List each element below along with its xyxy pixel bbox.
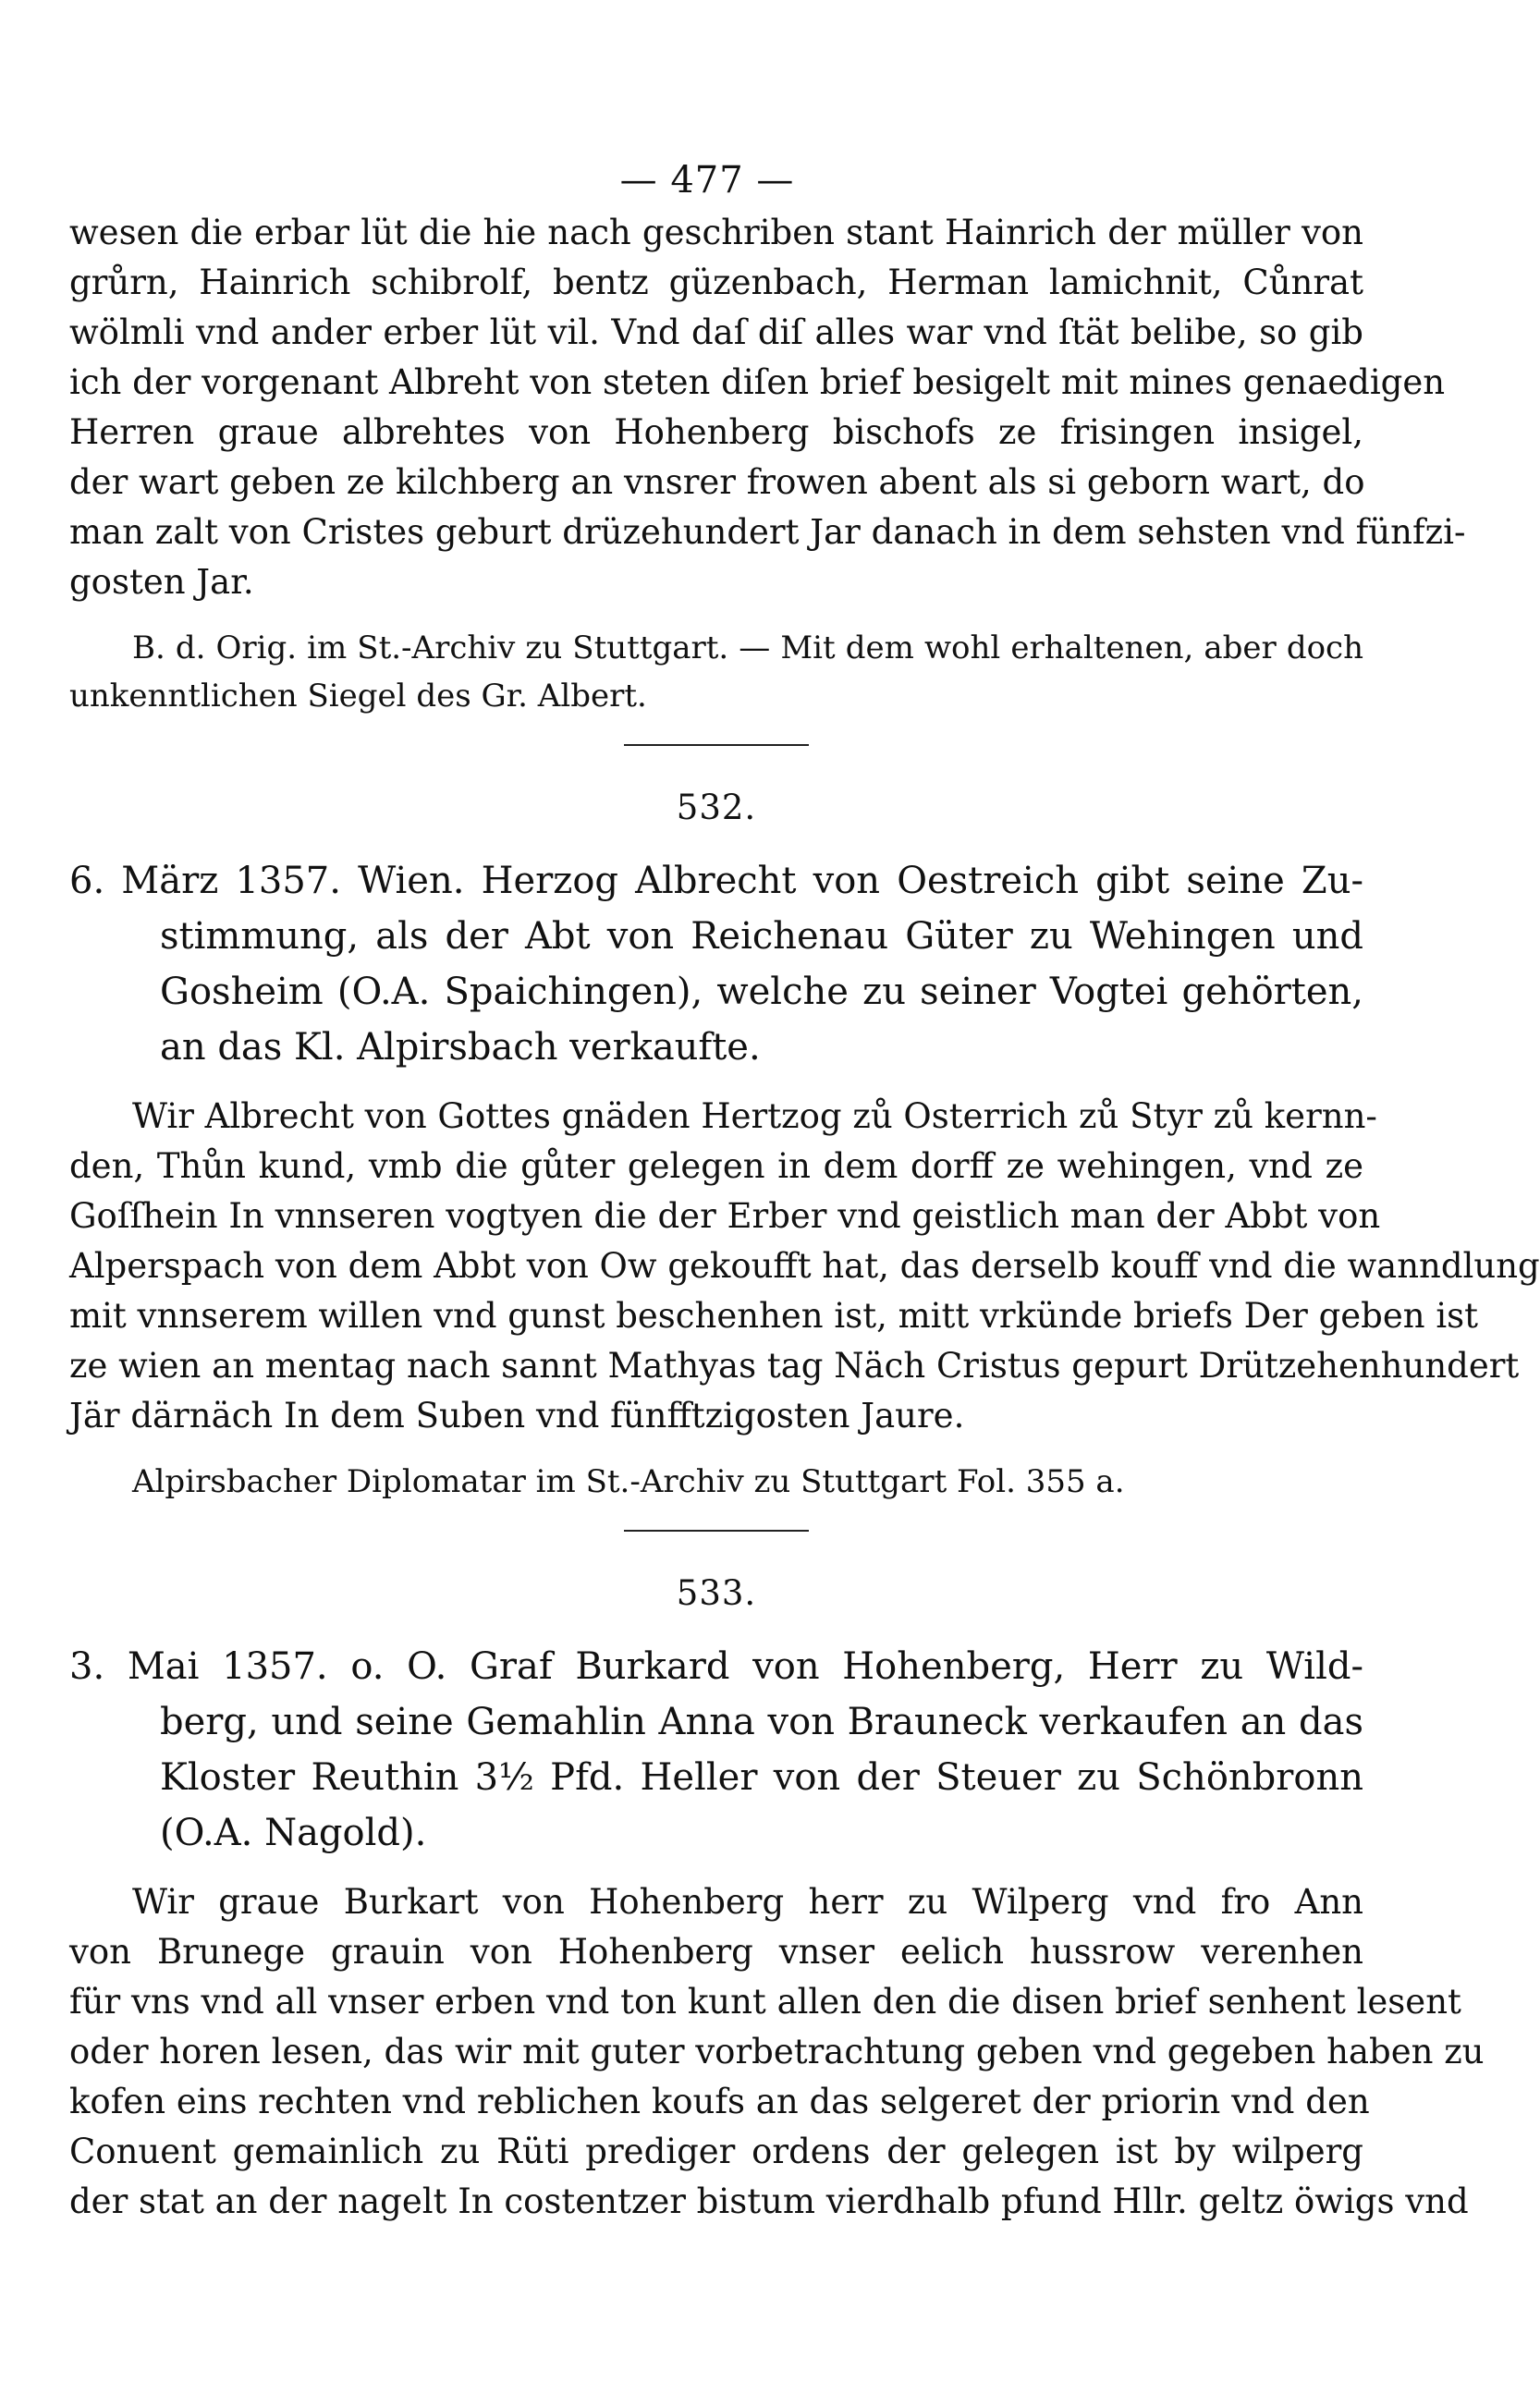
headnote-line: 3. Mai 1357. o. O. Graf Burkard von Hohenberg, Herr zu Wild- — [69, 1645, 1363, 1688]
headnote-line: (O.A. Nagold). — [160, 1812, 427, 1854]
text-line: kofen eins rechten vnd reblichen koufs an das selgeret der priorin vnd den — [69, 2082, 1370, 2121]
source-line: Alpirsbacher Diplomatar im St.-Archiv zu Stuttgart Fol. 355 a. — [132, 1463, 1125, 1500]
section-divider — [624, 744, 809, 746]
headnote-line: 6. März 1357. Wien. Herzog Albrecht von Oestreich gibt seine Zu- — [69, 860, 1363, 902]
section-divider — [624, 1530, 809, 1532]
headnote-line: berg, und seine Gemahlin Anna von Brauneck verkaufen an das — [160, 1701, 1363, 1743]
document-number: 533. — [676, 1573, 757, 1613]
document-body — [69, 1877, 1485, 2227]
document-body — [69, 1092, 1540, 1441]
document-number: 532. — [676, 788, 757, 827]
text-line: Wir graue Burkart von Hohenberg herr zu Wilperg vnd fro Ann — [132, 1882, 1363, 1922]
text-line: wölmli vnd ander erber lüt vil. Vnd daſ diſ alles war vnd ſtät belibe, so gib — [69, 312, 1363, 352]
book-page — [69, 153, 1540, 2227]
source-note — [69, 1458, 1363, 1506]
text-line: Herren graue albrehtes von Hohenberg bischofs ze frisingen insigel, — [69, 412, 1363, 452]
headnote-line: an das Kl. Alpirsbach verkaufte. — [160, 1026, 761, 1069]
text-line: der wart geben ze kilchberg an vnsrer frowen abent als si geborn wart, do — [69, 462, 1365, 502]
text-line: Conuent gemainlich zu Rüti prediger ordens der gelegen ist by wilperg — [69, 2132, 1363, 2171]
page-number: — 477 — — [619, 159, 795, 202]
text-line: man zalt von Cristes geburt drüzehundert Jar danach in dem sehsten vnd fünfzi- — [69, 512, 1466, 552]
text-line: ze wien an mentag nach sannt Mathyas tag Näch Cristus gepurt Drützehenhundert — [69, 1346, 1520, 1386]
source-line: unkenntlichen Siegel des Gr. Albert. — [69, 678, 647, 715]
text-line: mit vnnserem willen vnd gunst beschenhen ist, mitt vrkünde briefs Der geben ist — [69, 1296, 1479, 1336]
text-line: wesen die erbar lüt die hie nach geschriben stant Hainrich der müller von — [69, 213, 1363, 252]
source-line: B. d. Orig. im St.-Archiv zu Stuttgart. — Mit dem wohl erhaltenen, aber doch — [132, 629, 1363, 666]
text-line: oder horen lesen, das wir mit guter vorbetrachtung geben vnd gegeben haben zu — [69, 2032, 1485, 2071]
text-line: Alperspach von dem Abbt von Ow gekoufft hat, das derselb kouff vnd die wanndlung — [69, 1246, 1540, 1286]
text-line: Jär därnäch In dem Suben vnd fünfftzigosten Jaure. — [69, 1396, 965, 1436]
continuation-text — [69, 208, 1466, 607]
document-headnote — [69, 1639, 1363, 1861]
source-note — [69, 624, 1363, 720]
headnote-line: stimmung, als der Abt von Reichenau Güter zu Wehingen und — [160, 915, 1363, 958]
headnote-line: Kloster Reuthin 3½ Pfd. Heller von der Steuer zu Schönbronn — [160, 1756, 1363, 1799]
text-line: von Brunege grauin von Hohenberg vnser eelich hussrow verenhen — [69, 1932, 1363, 1972]
document-headnote — [69, 853, 1363, 1075]
text-line: Wir Albrecht von Gottes gnäden Hertzog zů Osterrich zů Styr zů kernn- — [132, 1096, 1377, 1136]
text-line: grůrn, Hainrich schibrolf, bentz güzenbach, Herman lamichnit, Cůnrat — [69, 263, 1363, 302]
text-line: Goſſhein In vnnseren vogtyen die der Erber vnd geistlich man der Abbt von — [69, 1196, 1381, 1236]
text-line: der stat an der nagelt In costentzer bistum vierdhalb pfund Hllr. geltz öwigs vnd — [69, 2181, 1469, 2221]
text-line: ich der vorgenant Albreht von steten diſen brief besigelt mit mines genaedigen — [69, 362, 1446, 402]
headnote-line: Gosheim (O.A. Spaichingen), welche zu seiner Vogtei gehörten, — [160, 971, 1363, 1013]
text-line: gosten Jar. — [69, 562, 254, 602]
text-line: den, Thůn kund, vmb die gůter gelegen in dem dorff ze wehingen, vnd ze — [69, 1146, 1363, 1186]
text-line: für vns vnd all vnser erben vnd ton kunt allen den die disen brief senhent lesent — [69, 1982, 1461, 2022]
